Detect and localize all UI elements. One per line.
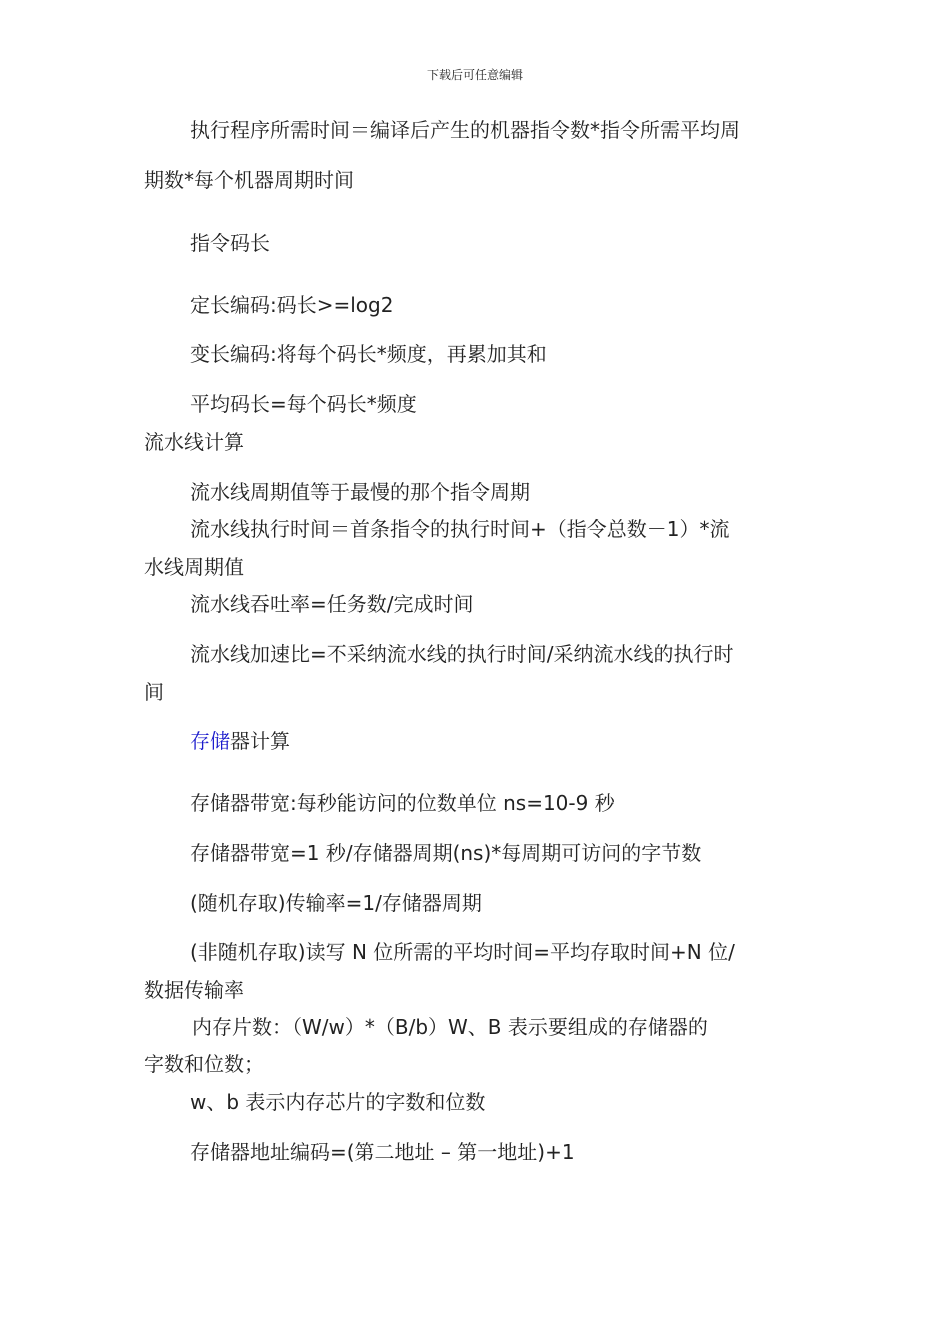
paragraph-line: 字数和位数； xyxy=(144,1052,264,1076)
paragraph-line: 流水线周期值等于最慢的那个指令周期 xyxy=(190,480,530,504)
paragraph-line: 流水线执行时间＝首条指令的执行时间+（指令总数－1）*流 xyxy=(190,517,730,541)
paragraph-line: w、b 表示内存芯片的字数和位数 xyxy=(190,1090,486,1114)
section-heading: 流水线计算 xyxy=(144,430,244,454)
paragraph-line: 平均码长=每个码长*频度 xyxy=(190,392,417,416)
paragraph-line: 间 xyxy=(144,680,164,704)
section-heading: 指令码长 xyxy=(190,231,270,255)
page-header: 下载后可任意编辑 xyxy=(426,68,523,82)
paragraph-line: 内存片数：（W/w）*（B/b）W、B 表示要组成的存储器的 xyxy=(192,1015,708,1039)
paragraph-line: 存储器带宽:每秒能访问的位数单位 ns=10-9 秒 xyxy=(190,791,615,815)
heading-highlight: 存储 xyxy=(190,729,230,753)
paragraph-line: 变长编码:将每个码长*频度，再累加其和 xyxy=(190,342,547,366)
paragraph-line: 流水线吞吐率=任务数/完成时间 xyxy=(190,592,474,616)
paragraph-line: 期数*每个机器周期时间 xyxy=(144,168,354,192)
paragraph-line: 定长编码:码长>=log2 xyxy=(190,293,394,317)
paragraph-line: 数据传输率 xyxy=(144,978,244,1002)
paragraph-line: 执行程序所需时间＝编译后产生的机器指令数*指令所需平均周 xyxy=(190,118,740,142)
paragraph-line: 水线周期值 xyxy=(144,555,244,579)
section-heading xyxy=(190,728,870,754)
heading-rest: 器计算 xyxy=(230,729,290,753)
paragraph-line: 存储器带宽=1 秒/存储器周期(ns)*每周期可访问的字节数 xyxy=(190,841,702,865)
paragraph-line: (随机存取)传输率=1/存储器周期 xyxy=(190,891,482,915)
paragraph-line: 流水线加速比=不采纳流水线的执行时间/采纳流水线的执行时 xyxy=(190,642,734,666)
paragraph-line: 存储器地址编码=(第二地址 – 第一地址)+1 xyxy=(190,1140,575,1164)
paragraph-line: (非随机存取)读写 N 位所需的平均时间=平均存取时间+N 位/ xyxy=(190,940,735,964)
